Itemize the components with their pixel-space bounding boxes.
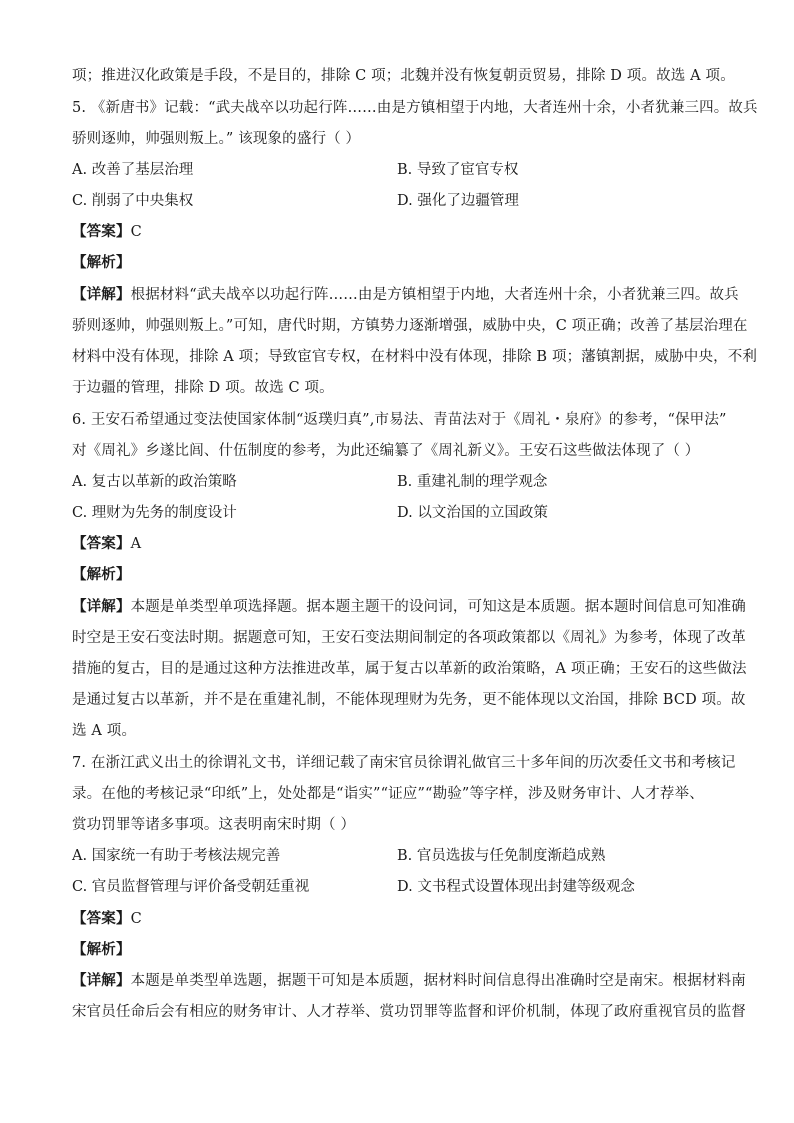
q7-option-c: C. 官员监督管理与评价备受朝廷重视 xyxy=(72,879,310,895)
q5-stem-line-1: 5. 《新唐书》记载：“武夫战卒以功起行阵……由是方镇相望于内地，大者连州十余，小者犹兼三四。故兵 xyxy=(72,100,758,116)
q5-option-c: C. 削弱了中央集权 xyxy=(72,193,194,209)
q7-detail-line-2: 宋官员任命后会有相应的财务审计、人才荐举、赏功罚罪等监督和评价机制，体现了政府重视官员的监督 xyxy=(72,1004,746,1020)
q6-detail-line-2: 时空是王安石变法时期。据题意可知，王安石变法期间制定的各项政策都以《周礼》为参考，体现了改革 xyxy=(72,630,746,646)
answer-tag: 【答案】 xyxy=(72,536,131,552)
answer-value: A xyxy=(130,536,142,552)
q5-detail-line-3: 材料中没有体现，排除 A 项；导致宦官专权，在材料中没有体现，排除 B 项；藩镇割据，威胁中央，不利 xyxy=(72,349,758,365)
q6-stem-line-1: 6. 王安石希望通过变法使国家体制“返璞归真”,市易法、青苗法对于《周礼・泉府》的参考，“保甲法” xyxy=(72,412,727,428)
q6-detail-line-1 xyxy=(72,597,746,617)
q6-option-d: D. 以文治国的立国政策 xyxy=(397,505,548,521)
q5-detail-line-4: 于边疆的管理，排除 D 项。故选 C 项。 xyxy=(72,380,334,396)
q6-option-b: B. 重建礼制的理学观念 xyxy=(397,474,548,490)
q6-detail-line-4: 是通过复古以革新，并不是在重建礼制，不能体现理财为先务，更不能体现以文治国，排除 BCD 项。故 xyxy=(72,692,746,708)
q5-option-d: D. 强化了边疆管理 xyxy=(397,193,519,209)
detail-text: 本题是单类型单选题，据题干可知是本质题，据材料时间信息得出准确时空是南宋。根据材料南 xyxy=(130,973,746,989)
detail-tag: 【详解】 xyxy=(72,973,131,989)
detail-text: 根据材料“武夫战卒以功起行阵……由是方镇相望于内地，大者连州十余，小者犹兼三四。故兵 xyxy=(130,287,739,303)
analysis-tag: 【解析】 xyxy=(72,567,131,583)
q6-answer xyxy=(72,534,732,554)
q5-detail-line-2: 骄则逐帅，帅强则叛上。”可知，唐代时期，方镇势力逐渐增强，威胁中央，C 项正确；改善了基层治理在 xyxy=(72,318,748,334)
detail-tag: 【详解】 xyxy=(72,287,131,303)
answer-tag: 【答案】 xyxy=(72,911,131,927)
q5-analysis-heading xyxy=(72,253,732,273)
answer-tag: 【答案】 xyxy=(72,224,131,240)
q7-stem-line-1: 7. 在浙江武义出土的徐谓礼文书，详细记载了南宋官员徐谓礼做官三十多年间的历次委任文书和考核记 xyxy=(72,755,736,771)
q7-option-d: D. 文书程式设置体现出封建等级观念 xyxy=(397,879,635,895)
analysis-tag: 【解析】 xyxy=(72,255,131,271)
q6-detail-line-3: 措施的复古，目的是通过这种方法推进改革，属于复古以革新的政治策略，A 项正确；王安石的这些做法 xyxy=(72,661,747,677)
q6-option-a: A. 复古以革新的政治策略 xyxy=(72,474,237,490)
q6-analysis-heading xyxy=(72,565,732,585)
q5-stem-line-2: 骄则逐帅，帅强则叛上。” 该现象的盛行（ ） xyxy=(72,131,361,147)
q7-option-b: B. 官员选拔与任免制度渐趋成熟 xyxy=(397,848,606,864)
detail-text: 本题是单类型单项选择题。据本题主题干的设问词，可知这是本质题。据本题时间信息可知准确 xyxy=(130,599,746,615)
q5-detail-line-1 xyxy=(72,285,739,305)
answer-value: C xyxy=(130,911,142,927)
q7-stem-line-3: 赏功罚罪等诸多事项。这表明南宋时期（ ） xyxy=(72,817,356,833)
detail-tag: 【详解】 xyxy=(72,599,131,615)
q6-stem-line-2: 对《周礼》乡遂比闾、什伍制度的参考，为此还编纂了《周礼新义》。王安石这些做法体现了（ ） xyxy=(72,443,700,459)
q6-option-c: C. 理财为先务的制度设计 xyxy=(72,505,237,521)
q7-detail-line-1 xyxy=(72,971,746,991)
continued-analysis-line: 项；推进汉化政策是手段，不是目的，排除 C 项；北魏并没有恢复朝贡贸易，排除 D 项。故选 A 项。 xyxy=(72,68,735,84)
analysis-tag: 【解析】 xyxy=(72,942,131,958)
q7-option-a: A. 国家统一有助于考核法规完善 xyxy=(72,848,281,864)
q5-option-b: B. 导致了宦官专权 xyxy=(397,162,519,178)
answer-value: C xyxy=(130,224,142,240)
q7-stem-line-2: 录。在他的考核记录“印纸”上，处处都是“诣实”“证应”“勘验”等字样，涉及财务审计、人才荐举、 xyxy=(72,786,704,802)
q7-answer xyxy=(72,909,732,929)
q7-analysis-heading xyxy=(72,940,732,960)
q5-option-a: A. 改善了基层治理 xyxy=(72,162,194,178)
q5-answer xyxy=(72,222,732,242)
q6-detail-line-5: 选 A 项。 xyxy=(72,723,137,739)
